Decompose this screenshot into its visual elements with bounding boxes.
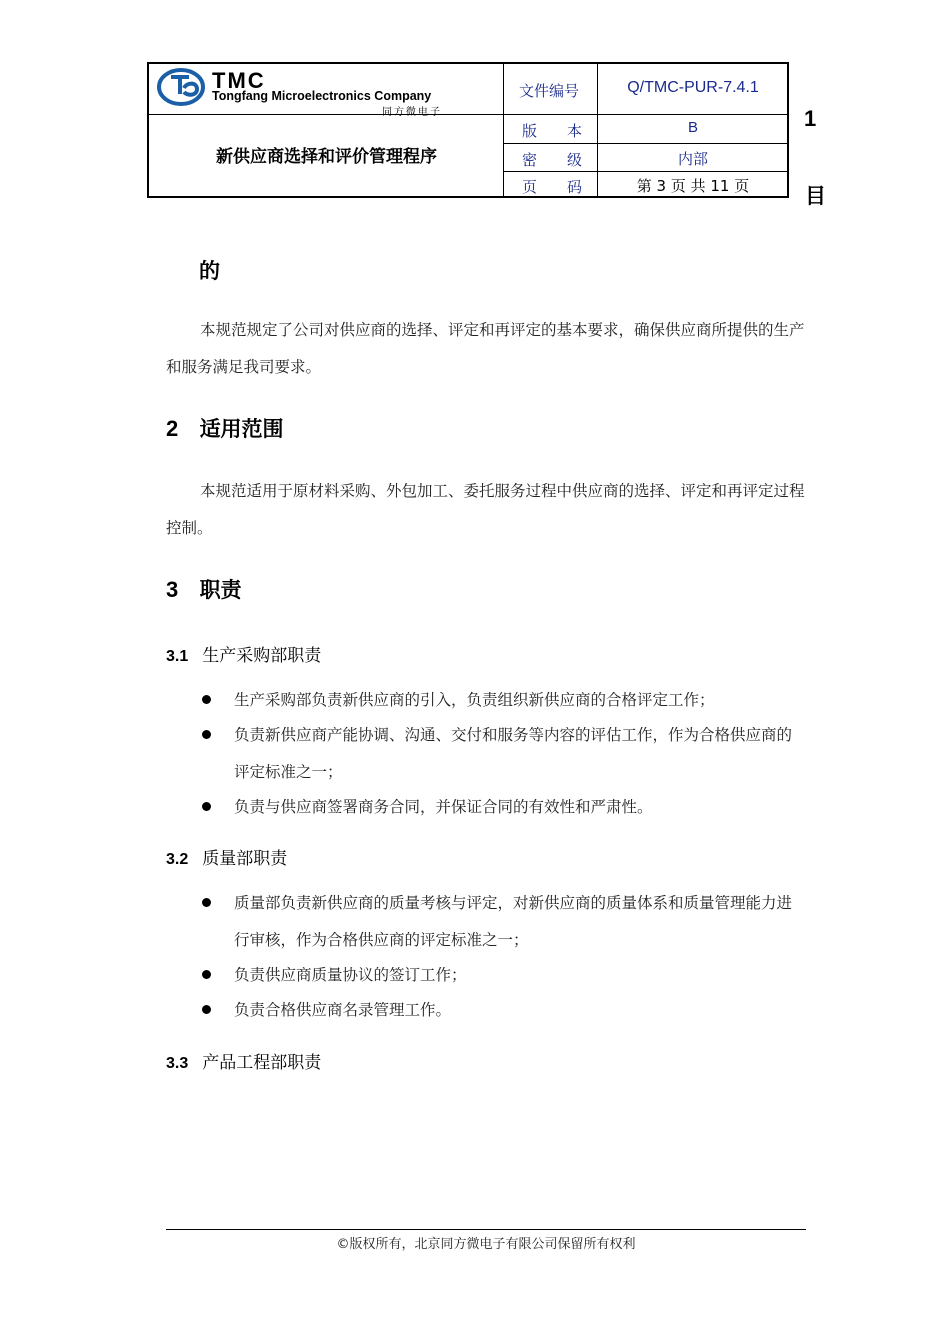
section-3-1-number: 3.1 [166,648,189,665]
list-item-text: 负责与供应商签署商务合同，并保证合同的有效性和严肃性。 [234,798,653,816]
list-item [199,789,806,826]
page-value: 第 3 页 共 11 页 [636,177,750,195]
header-divider [503,64,504,196]
company-logo [157,68,497,118]
section-2-number: 2 [166,416,179,441]
list-item [199,682,806,719]
section-1-title-part-a: 目 [805,184,826,208]
list-item [199,957,806,994]
section-3-heading [166,574,242,604]
bullet-icon [202,898,211,907]
document-header-table [147,62,789,198]
section-2-paragraph: 本规范适用于原材料采购、外包加工、委托服务过程中供应商的选择、评定和再评定过程控制。 [166,482,805,537]
section-2-heading [166,413,284,443]
tmc-logo-icon [157,68,205,106]
list-item-text: 质量部负责新供应商的质量考核与评定，对新供应商的质量体系和质量管理能力进行审核，作为合格供应商的评定标准之一； [234,894,793,949]
header-divider [503,171,789,172]
section-3-3-number: 3.3 [166,1055,189,1072]
header-divider [503,143,789,144]
version-label: 版 本 [522,122,583,140]
section-1-title-part-b: 的 [199,259,220,283]
section-3-2-number: 3.2 [166,851,189,868]
section-3-1-heading [166,641,321,666]
list-item-text: 负责供应商质量协议的签订工作； [234,966,467,984]
page-label: 页 码 [522,178,583,196]
file-no-value: Q/TMC-PUR-7.4.1 [627,79,759,96]
secret-value: 内部 [677,150,708,168]
section-1-number: 1 [804,106,817,131]
list-item [199,717,806,791]
bullet-icon [202,730,211,739]
version-value: B [687,119,698,136]
section-3-1-title: 生产采购部职责 [202,646,322,666]
section-3-2-heading [166,844,287,869]
bullet-icon [202,695,211,704]
footer-divider [166,1229,806,1230]
header-divider [149,114,789,115]
list-item-text: 负责新供应商产能协调、沟通、交付和服务等内容的评估工作，作为合格供应商的评定标准之一； [234,726,793,781]
footer-copyright: ©版权所有，北京同方微电子有限公司保留所有权利 [336,1237,636,1252]
section-3-3-title: 产品工程部职责 [202,1053,322,1073]
bullet-icon [202,970,211,979]
logo-brand: TMC [212,68,266,93]
secret-label: 密 级 [522,151,583,169]
section-3-title: 职责 [199,578,242,602]
list-item-text: 生产采购部负责新供应商的引入，负责组织新供应商的合格评定工作； [234,691,715,709]
logo-company-cn: 同方微电子 [382,107,442,118]
bullet-icon [202,802,211,811]
section-2-title: 适用范围 [199,417,284,441]
list-item [199,885,806,959]
section-3-2-title: 质量部职责 [202,849,288,869]
logo-company-en: Tongfang Microelectronics Company [212,89,432,103]
list-item-text: 负责合格供应商名录管理工作。 [234,1001,452,1019]
list-item [199,992,806,1029]
bullet-icon [202,1005,211,1014]
section-1-paragraph: 本规范规定了公司对供应商的选择、评定和再评定的基本要求，确保供应商所提供的生产和服务满足我司要求。 [166,321,805,376]
section-3-number: 3 [166,577,179,602]
section-3-3-heading [166,1048,321,1073]
file-no-label: 文件编号 [519,82,580,100]
document-title: 新供应商选择和评价管理程序 [216,147,437,167]
